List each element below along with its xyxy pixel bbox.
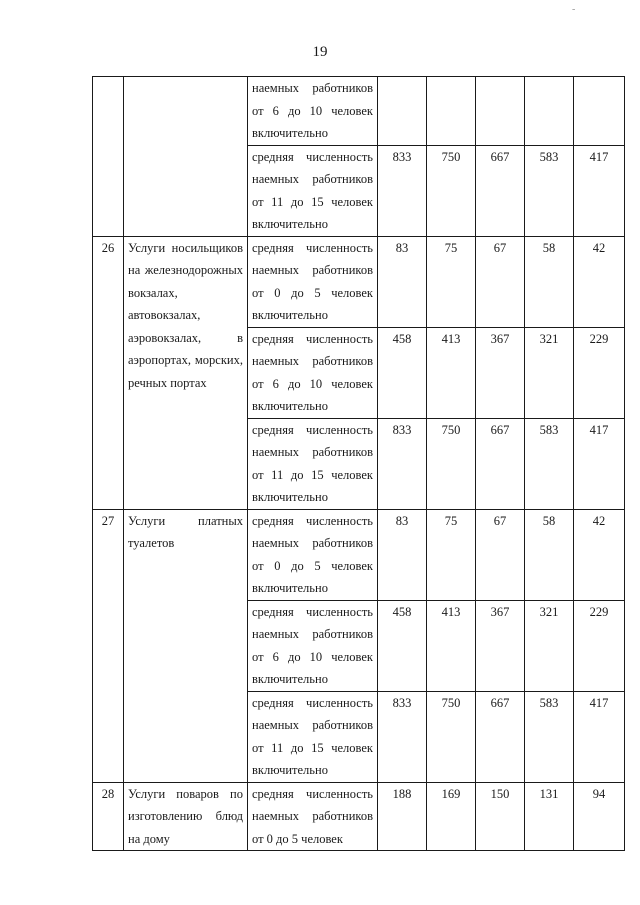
value-cell: 75 bbox=[427, 509, 476, 600]
value-cell: 667 bbox=[476, 418, 525, 509]
value-cell: 417 bbox=[574, 691, 625, 782]
value-cell bbox=[525, 77, 574, 146]
value-cell: 67 bbox=[476, 509, 525, 600]
description-cell: средняя численность наемных работников от 11 до 15 человек включительно bbox=[248, 418, 378, 509]
value-cell: 188 bbox=[378, 782, 427, 851]
service-cell bbox=[124, 509, 248, 782]
entry-number-cell bbox=[93, 77, 124, 146]
value-cell: 67 bbox=[476, 236, 525, 327]
value-cell: 229 bbox=[574, 327, 625, 418]
description-cell: средняя численность наемных работников от 0 до 5 человек включительно bbox=[248, 236, 378, 327]
value-cell bbox=[574, 77, 625, 146]
value-cell: 583 bbox=[525, 691, 574, 782]
value-cell bbox=[476, 77, 525, 146]
value-cell: 413 bbox=[427, 600, 476, 691]
value-cell: 75 bbox=[427, 236, 476, 327]
services-table bbox=[92, 76, 625, 851]
table-row bbox=[93, 782, 625, 851]
value-cell: 833 bbox=[378, 691, 427, 782]
value-cell: 94 bbox=[574, 782, 625, 851]
value-cell: 750 bbox=[427, 418, 476, 509]
value-cell: 417 bbox=[574, 145, 625, 236]
description-cell: средняя численность наемных работников от 11 до 15 человек включительно bbox=[248, 691, 378, 782]
value-cell: 229 bbox=[574, 600, 625, 691]
value-cell: 150 bbox=[476, 782, 525, 851]
description-cell: наемных работников от 6 до 10 человек включительно bbox=[248, 77, 378, 146]
value-cell: 367 bbox=[476, 327, 525, 418]
value-cell: 667 bbox=[476, 691, 525, 782]
value-cell bbox=[427, 77, 476, 146]
service-cell bbox=[124, 782, 248, 851]
value-cell: 750 bbox=[427, 691, 476, 782]
value-cell: 42 bbox=[574, 509, 625, 600]
entry-number-cell: 27 bbox=[93, 509, 124, 782]
description-cell: средняя численность наемных работников от 0 до 5 человек bbox=[248, 782, 378, 851]
value-cell: 583 bbox=[525, 418, 574, 509]
service-cell bbox=[124, 236, 248, 509]
value-cell: 83 bbox=[378, 236, 427, 327]
corner-mark: - bbox=[572, 4, 576, 15]
description-cell: средняя численность наемных работников от 6 до 10 человек включительно bbox=[248, 600, 378, 691]
value-cell bbox=[378, 77, 427, 146]
value-cell: 169 bbox=[427, 782, 476, 851]
table-row bbox=[93, 236, 625, 327]
value-cell: 58 bbox=[525, 236, 574, 327]
value-cell: 833 bbox=[378, 145, 427, 236]
service-name: Услуги поваров по изготовлению блюд на дому bbox=[128, 786, 243, 846]
description-cell: средняя численность наемных работников от 11 до 15 человек включительно bbox=[248, 145, 378, 236]
value-cell: 58 bbox=[525, 509, 574, 600]
table-row bbox=[93, 77, 625, 146]
value-cell: 42 bbox=[574, 236, 625, 327]
value-cell: 458 bbox=[378, 327, 427, 418]
table-row bbox=[93, 509, 625, 600]
service-cell bbox=[124, 77, 248, 146]
value-cell: 83 bbox=[378, 509, 427, 600]
value-cell: 417 bbox=[574, 418, 625, 509]
service-name: Услуги носильщиков на железнодорожных вокзалах, автовокзалах, аэровокзалах, в аэропортах, морских, речных портах bbox=[128, 240, 243, 390]
service-name: Услуги платных туалетов bbox=[128, 513, 243, 550]
entry-number-cell bbox=[93, 145, 124, 236]
value-cell: 321 bbox=[525, 600, 574, 691]
value-cell: 367 bbox=[476, 600, 525, 691]
value-cell: 458 bbox=[378, 600, 427, 691]
entry-number-cell: 26 bbox=[93, 236, 124, 509]
value-cell: 750 bbox=[427, 145, 476, 236]
value-cell: 413 bbox=[427, 327, 476, 418]
page-number: 19 bbox=[312, 44, 328, 60]
service-cell bbox=[124, 145, 248, 236]
description-cell: средняя численность наемных работников от 0 до 5 человек включительно bbox=[248, 509, 378, 600]
entry-number-cell: 28 bbox=[93, 782, 124, 851]
value-cell: 833 bbox=[378, 418, 427, 509]
value-cell: 667 bbox=[476, 145, 525, 236]
value-cell: 583 bbox=[525, 145, 574, 236]
description-cell: средняя численность наемных работников от 6 до 10 человек включительно bbox=[248, 327, 378, 418]
value-cell: 321 bbox=[525, 327, 574, 418]
value-cell: 131 bbox=[525, 782, 574, 851]
table-row bbox=[93, 145, 625, 236]
